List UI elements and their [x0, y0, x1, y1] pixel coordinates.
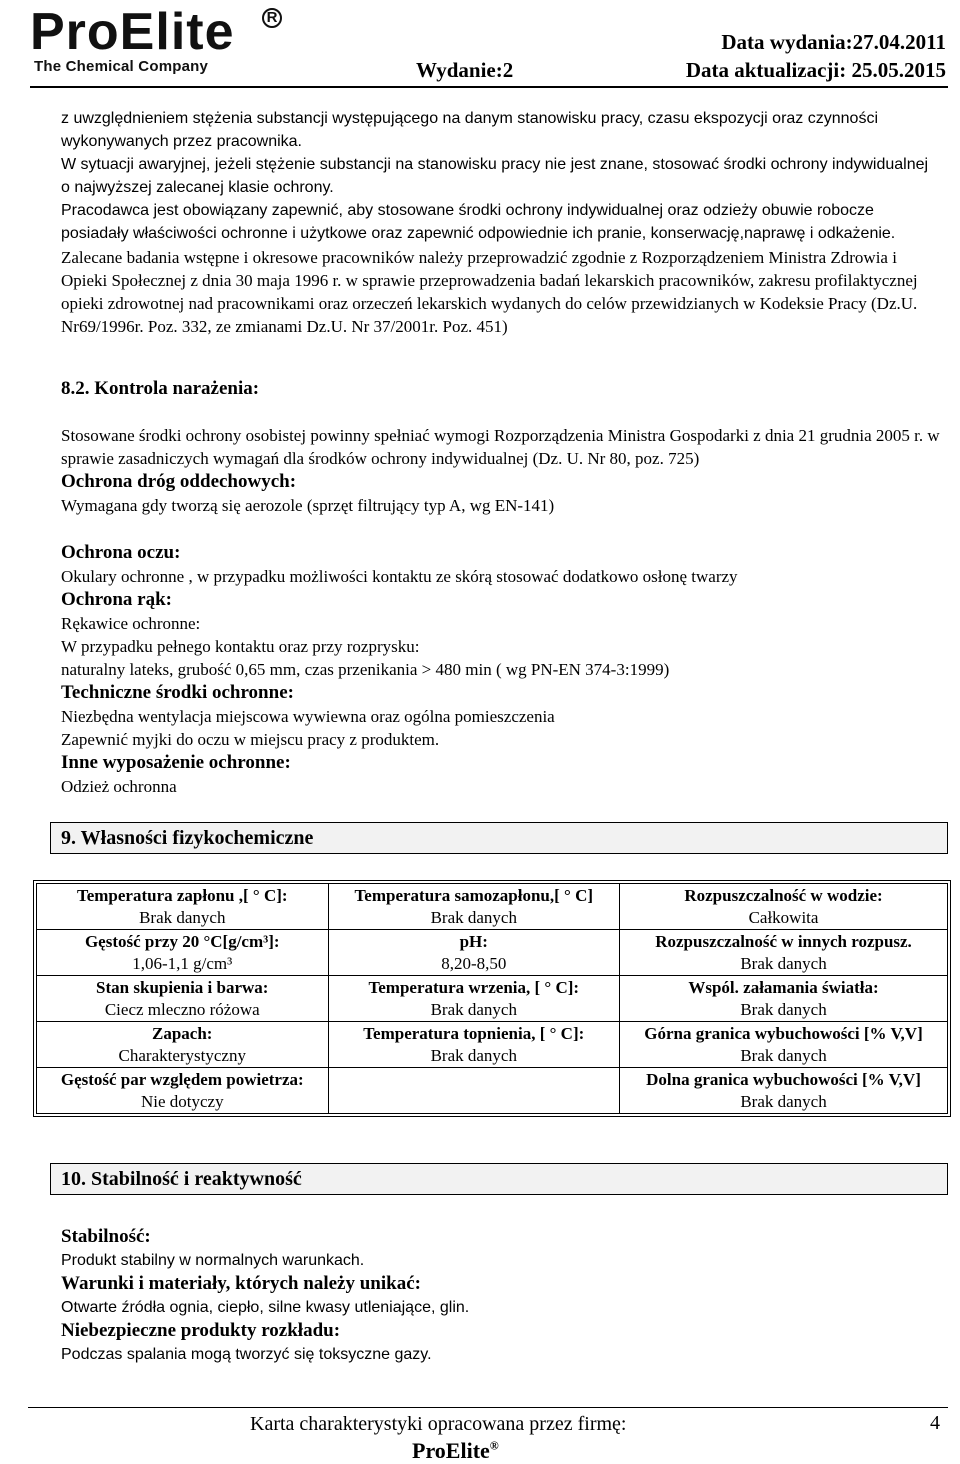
table-cell [620, 884, 948, 930]
property-value: Brak danych [139, 907, 226, 927]
intro-paragraph-3: Pracodawca jest obowiązany zapewnić, aby stosowane środki ochrony indywidualnej oraz odzieży obuwie robocze posiadały właściwości ochronne i użytkowe oraz zapewnić odpowiednie ich pranie, konserwację,naprawę i odkażenie. [61, 202, 896, 242]
table-cell [328, 1022, 620, 1068]
property-value: Brak danych [430, 999, 517, 1019]
property-label: Temperatura zapłonu ,[ ° C]: [76, 885, 288, 905]
property-label: Temperatura topnienia, [ ° C]: [363, 1023, 585, 1043]
logo-wordmark: ProElite [30, 3, 235, 61]
table-row [37, 1068, 948, 1114]
conditions-to-avoid-heading: Warunki i materiały, których należy unikać: [61, 1273, 421, 1294]
stability-heading: Stabilność: [61, 1226, 151, 1247]
table-row [37, 884, 948, 930]
property-value: Nie dotyczy [140, 1091, 224, 1111]
table-cell [328, 930, 620, 976]
hand-protection-text-3: naturalny lateks, grubość 0,65 mm, czas przenikania > 480 min ( wg PN-EN 374-3:1999) [61, 660, 670, 679]
conditions-to-avoid-text: Otwarte źródła ognia, ciepło, silne kwasy utleniające, glin. [61, 1299, 470, 1316]
section-10-header [50, 1163, 948, 1195]
property-value: Brak danych [740, 999, 827, 1019]
table-cell [620, 1022, 948, 1068]
table-cell [620, 930, 948, 976]
intro-paragraph-1: z uwzględnieniem stężenia substancji występującego na danym stanowisku pracy, czasu ekspozycji oraz czynności wykonywanych przez pracownika. [61, 110, 878, 150]
registered-mark-icon: R [262, 8, 282, 28]
other-equipment-heading: Inne wyposażenie ochronne: [61, 752, 291, 773]
section-9-header [50, 822, 948, 854]
eye-protection-heading: Ochrona oczu: [61, 542, 181, 563]
property-value: Brak danych [740, 1045, 827, 1065]
header-divider [30, 86, 948, 88]
decomposition-products-text: Podczas spalania mogą tworzyć się toksyczne gazy. [61, 1346, 432, 1363]
property-value: Charakterystyczny [118, 1045, 246, 1065]
table-cell [37, 976, 329, 1022]
edition-number: Wydanie:2 [416, 58, 514, 82]
property-value: Brak danych [430, 1045, 517, 1065]
property-label: Dolna granica wybuchowości [% V,V] [646, 1069, 921, 1089]
footer-company [412, 1438, 499, 1464]
table-row [37, 976, 948, 1022]
property-value: Brak danych [740, 953, 827, 973]
update-date: Data aktualizacji: 25.05.2015 [685, 58, 946, 82]
page-number: 4 [930, 1412, 940, 1434]
intro-paragraph-2: W sytuacji awaryjnej, jeżeli stężenie substancji na stanowisku pracy nie jest znane, stosować środki ochrony indywidualnej o najwyższej zalecanej klasie ochrony. [61, 156, 929, 196]
table-cell [37, 1068, 329, 1114]
technical-measures-heading: Techniczne środki ochronne: [61, 682, 294, 703]
property-label: Temperatura samozapłonu,[ ° C] [354, 885, 594, 905]
respiratory-protection-heading: Ochrona dróg oddechowych: [61, 471, 297, 492]
property-label: Zapach: [152, 1023, 213, 1043]
section-10-title: 10. Stabilność i reaktywność [61, 1168, 302, 1190]
table-cell [37, 1022, 329, 1068]
property-label: Wspól. załamania światła: [688, 977, 879, 997]
property-value: Całkowita [748, 907, 819, 927]
table-cell [620, 1068, 948, 1114]
property-value: 8,20-8,50 [441, 953, 507, 973]
property-label: Górna granica wybuchowości [% V,V] [644, 1023, 923, 1043]
properties-table [36, 883, 948, 1114]
table-row [37, 930, 948, 976]
other-equipment-text: Odzież ochronna [61, 777, 177, 796]
property-label: Rozpuszczalność w wodzie: [684, 885, 883, 905]
property-value: 1,06-1,1 g/cm³ [132, 953, 233, 973]
footer-company-name: ProElite [412, 1438, 490, 1463]
hand-protection-text-2: W przypadku pełnego kontaktu oraz przy rozprysku: [61, 637, 420, 656]
property-value: Brak danych [430, 907, 517, 927]
table-cell [620, 976, 948, 1022]
hand-protection-text-1: Rękawice ochronne: [61, 614, 201, 633]
property-label: Temperatura wrzenia, [ ° C]: [368, 977, 580, 997]
property-label: pH: [459, 931, 488, 951]
technical-measures-text-2: Zapewnić myjki do oczu w miejscu pracy z produktem. [61, 730, 440, 749]
intro-paragraph-4: Zalecane badania wstępne i okresowe pracowników należy przeprowadzić zgodnie z Rozporządzeniem Ministra Zdrowia i Opieki Społecznej z dnia 30 maja 1996 r. w sprawie przeprowadzenia badań lekarskich pracowników, zakresu profilaktycznej opieki zdrowotnej nad pracownikami oraz orzeczeń lekarskich wydanych do celów przewidzianych w Kodeksie Pracy (Dz.U. Nr69/1996r. Poz. 332, ze zmianami Dz.U. Nr 37/2001r. Poz. 451) [61, 248, 918, 336]
technical-measures-text-1: Niezbędna wentylacja miejscowa wywiewna oraz ogólna pomieszczenia [61, 707, 555, 726]
logo-tagline: The Chemical Company [34, 58, 209, 75]
section-9-title: 9. Własności fizykochemiczne [61, 827, 314, 849]
stability-text: Produkt stabilny w normalnych warunkach. [61, 1252, 365, 1269]
property-value: Brak danych [740, 1091, 827, 1111]
table-cell [37, 884, 329, 930]
property-label: Gęstość przy 20 °C[g/cm³]: [84, 931, 280, 951]
property-label: Stan skupienia i barwa: [96, 977, 269, 997]
property-label: Rozpuszczalność w innych rozpusz. [655, 931, 912, 951]
respiratory-protection-text: Wymagana gdy tworzą się aerozole (sprzęt filtrujący typ A, wg EN-141) [61, 496, 555, 515]
table-row [37, 1022, 948, 1068]
issue-date: Data wydania:27.04.2011 [721, 30, 946, 54]
decomposition-products-heading: Niebezpieczne produkty rozkładu: [61, 1320, 341, 1341]
table-cell [328, 1068, 620, 1114]
section-10-body [61, 1225, 941, 1366]
intro-text [61, 107, 941, 338]
hand-protection-heading: Ochrona rąk: [61, 589, 173, 610]
table-cell [37, 930, 329, 976]
property-label: Gęstość par względem powietrza: [60, 1069, 304, 1089]
eye-protection-text: Okulary ochronne , w przypadku możliwości kontaktu ze skórą stosować dodatkowo osłonę twarzy [61, 567, 738, 586]
section-8-2-heading: 8.2. Kontrola narażenia: [61, 378, 260, 399]
table-cell [328, 976, 620, 1022]
company-logo [30, 3, 294, 78]
property-value: Ciecz mleczno różowa [104, 999, 260, 1019]
section-8-2-body [61, 424, 941, 798]
table-cell [328, 884, 620, 930]
ppe-regulation-text: Stosowane środki ochrony osobistej powinny spełniać wymogi Rozporządzenia Ministra Gospodarki z dnia 21 grudnia 2005 r. w sprawie zasadniczych wymagań dla środków ochrony indywidualnej (Dz. U. Nr 80, poz. 725) [61, 426, 940, 468]
footer-divider [28, 1407, 948, 1408]
footer-registered-mark: ® [489, 1438, 499, 1453]
footer-prepared-by: Karta charakterystyki opracowana przez firmę: [250, 1413, 627, 1435]
